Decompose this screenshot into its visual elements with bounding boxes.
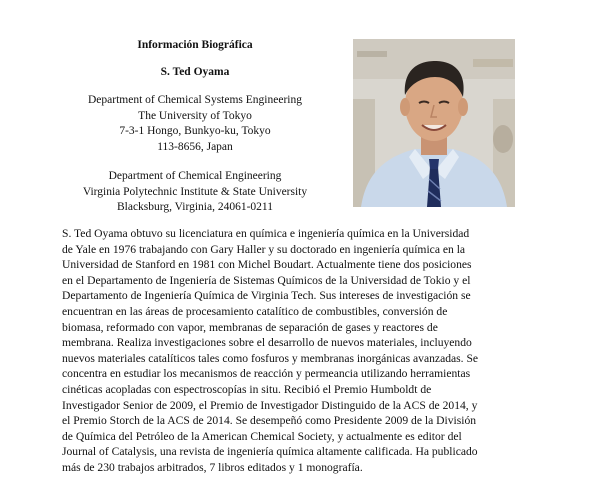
bio-line: de Yale en 1976 trabajando con Gary Haller y su doctorado en ingeniería química en la xyxy=(62,242,466,256)
bio-line: S. Ted Oyama obtuvo su licenciatura en química e ingeniería química en la Universidad xyxy=(62,227,470,240)
bio-line: encuentran en las áreas de procesamiento catalítico de combustibles, conversión de xyxy=(62,304,448,318)
bio-line: Investigador Senior de 2009, el Premio de Investigador Distinguido de la ACS de 2014, y xyxy=(62,398,478,412)
bio-line: biomasa, reformado con vapor, membranas de separación de gases y reactores de xyxy=(62,320,438,334)
portrait-photo xyxy=(353,39,515,207)
bio-line: concentra en estudiar los mecanismos de reacción y permeancia utilizando herramientas xyxy=(62,367,471,381)
bio-line: más de 230 trabajos arbitrados, 7 libros editados y 1 monografía. xyxy=(62,460,363,474)
bio-line: Departamento de Ingeniería Química de Virginia Tech. Sus intereses de investigación se xyxy=(62,289,471,303)
affiliation-line: Department of Chemical Engineering xyxy=(108,170,282,182)
bio-paragraph xyxy=(62,226,532,476)
bio-line: de Química del Petróleo de la American Chemical Society, y actualmente es editor del xyxy=(62,429,462,443)
bio-line: cinéticas acopladas con espectroscopías in situ. Recibió el Premio Humboldt de xyxy=(62,382,432,396)
affiliation-tokyo xyxy=(55,93,335,155)
section-title: Información Biográfica xyxy=(137,39,253,51)
affiliation-line: The University of Tokyo xyxy=(138,109,252,122)
bio-line: el Premio Storch de la ACS de 2014. Se desempeñó como Presidente 2009 de la División xyxy=(62,414,477,428)
header-block xyxy=(55,38,335,216)
affiliation-line: 113-8656, Japan xyxy=(157,140,233,153)
affiliation-line: Blacksburg, Virginia, 24061-0211 xyxy=(116,201,274,213)
bio-line: Journal of Catalysis, una revista de ingeniería química altamente calificada. Ha publicado xyxy=(62,445,478,459)
person-name: S. Ted Oyama xyxy=(160,65,230,78)
affiliation-line: Virginia Polytechnic Institute & State University xyxy=(82,185,308,198)
bio-line: nuevos materiales catalíticos tales como fosfuros y membranas inorgánicas avanzadas. Se xyxy=(62,351,479,365)
bio-line: Universidad de Stanford en 1981 con Michel Boudart. Actualmente tiene dos posiciones xyxy=(62,258,472,272)
bio-line: membrana. Realiza investigaciones sobre el desarrollo de nuevos materiales, incluyendo xyxy=(62,336,472,350)
bio-line: en el Departamento de Ingeniería de Sistemas Químicos de la Universidad de Tokio y el xyxy=(62,273,471,287)
affiliation-line: 7-3-1 Hongo, Bunkyo-ku, Tokyo xyxy=(119,125,271,137)
affiliation-line: Department of Chemical Systems Engineering xyxy=(88,94,302,106)
affiliation-virginia-tech xyxy=(55,169,335,216)
